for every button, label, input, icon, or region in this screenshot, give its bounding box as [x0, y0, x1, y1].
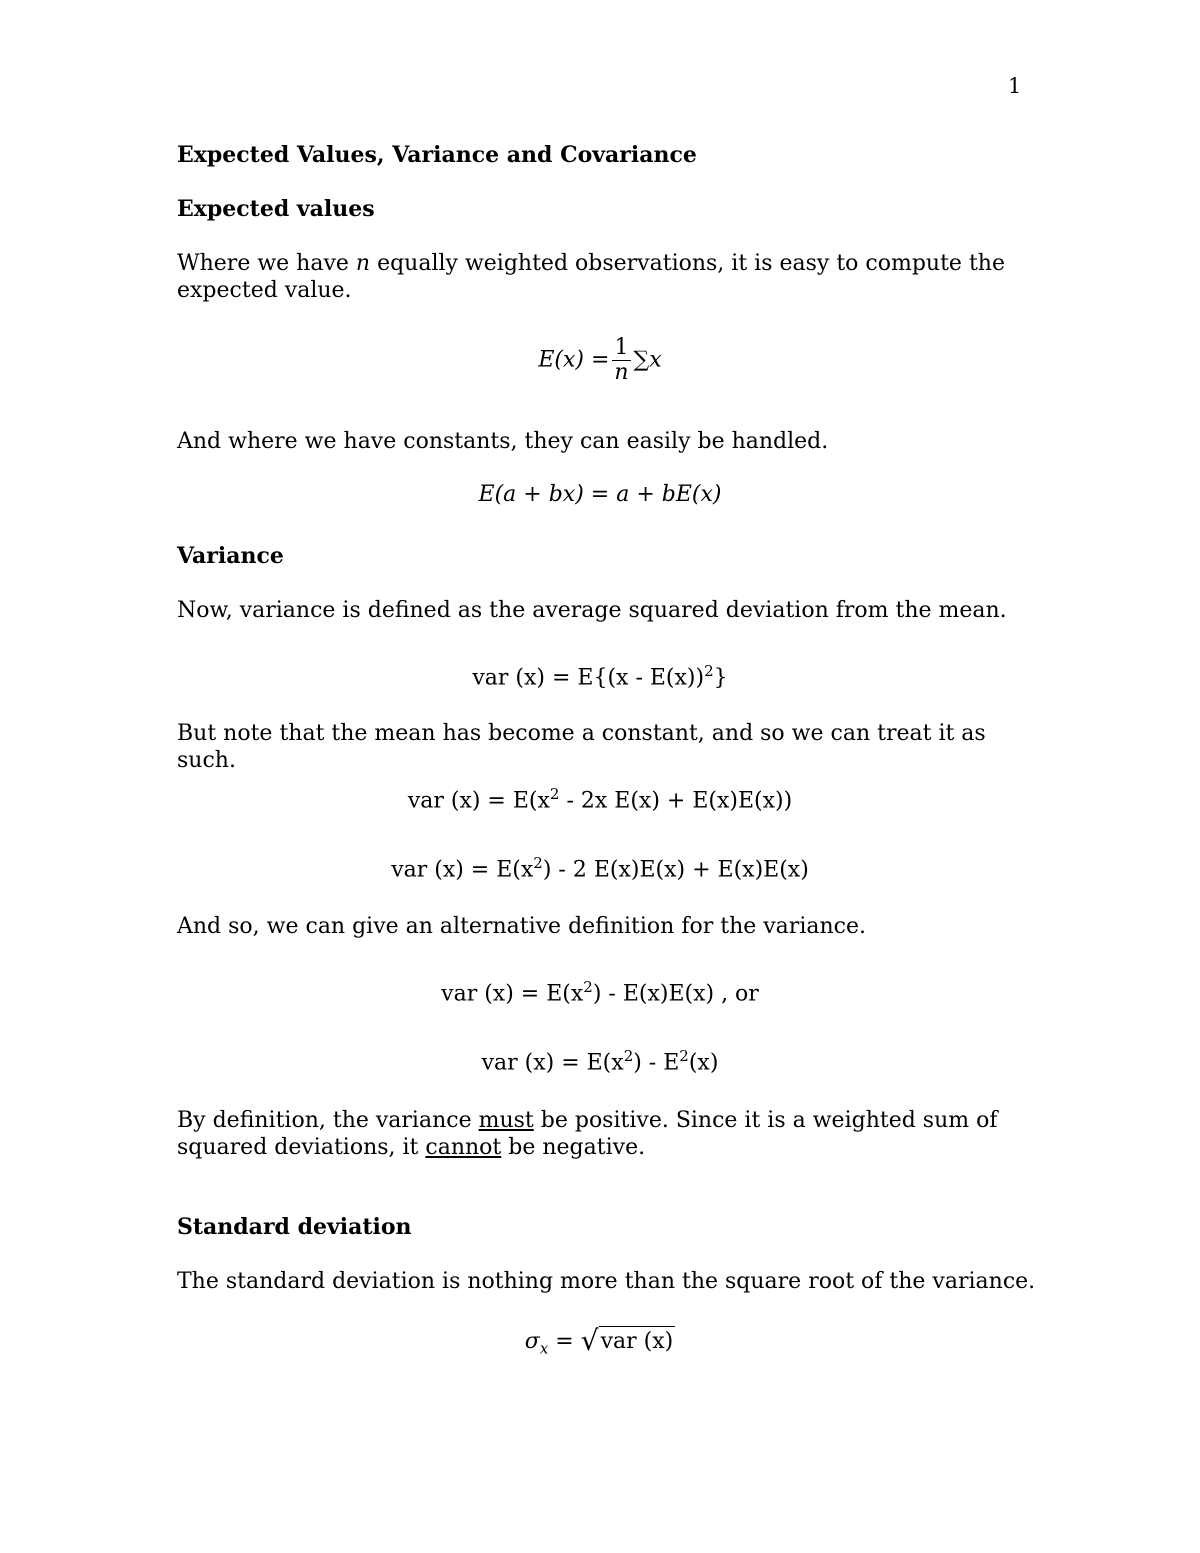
text-run: By definition, the variance: [177, 1108, 479, 1133]
eq-superscript: 2: [704, 662, 714, 680]
radical-sign: √: [580, 1324, 599, 1357]
paragraph-alternative-definition: And so, we can give an alternative definition for the variance.: [177, 914, 866, 939]
sigma-symbol: σ: [524, 1329, 540, 1354]
eq-superscript: 2: [623, 1047, 634, 1065]
equation-variance-2: [0, 779, 1200, 816]
radicand: var (x): [599, 1326, 676, 1357]
equation-variance-4: [0, 972, 1200, 1009]
equation-linear-expectation: [0, 480, 1200, 510]
eq-equals: =: [548, 1329, 581, 1354]
underlined-must: must: [478, 1108, 534, 1133]
heading-variance: Variance: [177, 543, 284, 569]
heading-standard-deviation: Standard deviation: [177, 1214, 412, 1240]
eq-part: var (x) = E(x: [391, 857, 534, 883]
eq-superscript: 2: [583, 978, 593, 996]
italic-n: n: [355, 251, 371, 276]
eq-lhs: E(x) =: [538, 347, 610, 373]
paragraph-expected-intro: [177, 250, 1037, 304]
eq-text: E(a + bx) = a + bE(x): [478, 482, 722, 507]
eq-part: var (x) = E(x: [481, 1050, 624, 1076]
eq-part: var (x) = E(x: [441, 981, 584, 1007]
paragraph-variance-definition: Now, variance is defined as the average squared deviation from the mean.: [177, 598, 1007, 623]
text-run: Where we have: [177, 251, 356, 276]
eq-part: var (x) = E(x: [407, 788, 550, 814]
paragraph-constants: And where we have constants, they can easily be handled.: [177, 429, 829, 454]
eq-rhs: ∑x: [633, 347, 662, 373]
equation-expected-value: [0, 336, 1200, 385]
paragraph-standard-deviation: The standard deviation is nothing more than the square root of the variance.: [177, 1269, 1036, 1294]
fraction-denominator: n: [614, 360, 629, 385]
page-number: 1: [1008, 74, 1022, 98]
equation-standard-deviation: [0, 1326, 1200, 1363]
eq-part: ) - 2 E(x)E(x) + E(x)E(x): [542, 857, 809, 883]
equation-variance-3: [0, 848, 1200, 885]
eq-subscript: x: [539, 1339, 549, 1358]
text-run: equally weighted observations, it is easy to compute the expected value.: [177, 251, 1005, 303]
text-run: be positive. Since it is a weighted sum of squared deviations, it: [177, 1108, 998, 1160]
eq-part: }: [713, 665, 728, 691]
paragraph-mean-constant: But note that the mean has become a constant, and so we can treat it as such.: [177, 721, 986, 773]
equation-variance-1: [0, 656, 1200, 693]
document-title: Expected Values, Variance and Covariance: [177, 142, 697, 168]
eq-part: ) - E: [633, 1050, 680, 1076]
fraction-numerator: 1: [612, 336, 630, 361]
underlined-cannot: cannot: [425, 1135, 502, 1160]
eq-superscript: 2: [533, 854, 543, 872]
eq-part: (x): [688, 1050, 719, 1076]
paragraph-variance-positive: [177, 1107, 1037, 1161]
text-run: be negative.: [501, 1135, 646, 1160]
eq-superscript: 2: [549, 785, 560, 803]
eq-part: ) - E(x)E(x) , or: [592, 981, 759, 1007]
heading-expected-values: Expected values: [177, 196, 375, 222]
eq-superscript: 2: [679, 1047, 689, 1065]
equation-variance-5: [0, 1041, 1200, 1078]
eq-part: var (x) = E{(x - E(x)): [472, 665, 705, 691]
eq-part: - 2x E(x) + E(x)E(x)): [559, 788, 793, 814]
fraction: [612, 336, 630, 385]
